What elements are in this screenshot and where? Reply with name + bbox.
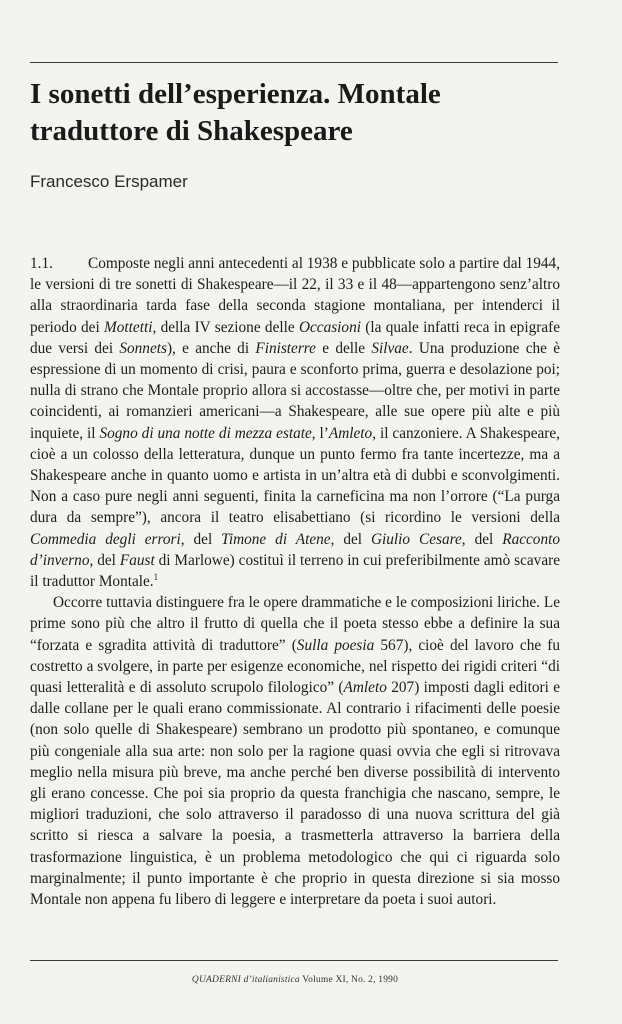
italic-title: Sogno di una notte di mezza estate — [99, 424, 312, 442]
paragraph-1 — [30, 253, 560, 592]
text-run: di Marlowe) costituì il terreno in cui preferibilmente amò scavare il traduttor Montale. — [30, 551, 560, 591]
text-run: , della IV sezione delle — [152, 318, 299, 336]
italic-title: Finisterre — [255, 339, 316, 357]
article-author: Francesco Erspamer — [30, 172, 188, 191]
text-run: 567), cioè del lavoro che fu costretto a svolgere, in parte per esigenze economiche, nel rispetto dei rigidi criteri “di quasi letteralità e di assoluto scrupolo filologico” ( — [30, 636, 560, 697]
bottom-rule — [30, 960, 558, 961]
text-run: Occorre tuttavia distinguere fra le opere drammatiche e le composizioni liriche. Le prime sono più che altro il frutto di quella che il poeta stesso ebbe a definire la sua “forzata e sgradita attività di traduttore” ( — [30, 594, 560, 654]
italic-title: Faust — [119, 551, 155, 569]
text-run: , del — [330, 530, 371, 548]
text-run: ), e anche di — [166, 339, 256, 357]
text-run: e delle — [315, 339, 372, 357]
italic-title: Commedia degli errori — [30, 530, 181, 548]
italic-title: Sulla poesia — [296, 636, 375, 654]
italic-title: Amleto — [328, 424, 373, 442]
italic-title: Sonnets — [119, 339, 167, 357]
italic-title: Timone di Atene — [221, 530, 331, 548]
journal-name: QUADERNI d’italianistica — [191, 975, 300, 985]
italic-title: Amleto — [343, 679, 387, 697]
text-run: . Una produzione che è espressione di un momento di crisi, paura e sconforto prima, guerra e desolazione poi; nulla di strano che Montale proprio allora si accostasse—oltre che, per motivi in parte coincidenti, ai romanzieri americani—a Shakespeare, alle sue opere più alte e più inquiete, il — [30, 339, 560, 442]
text-run: , l’ — [311, 424, 329, 442]
page-footer — [0, 975, 590, 985]
text-run: 207) imposti dagli editori e dalle collane per le quali erano commissionate. Al contrario i rifacimenti delle poesie (non solo quelle di Shakespeare) sembrano un prodotto più spontaneo, e comunque più congeniale alla sua arte: non solo per la ragione quasi ovvia che egli si ritrovava meglio nella misura più breve, ma anche perché ben diverse possibilità di intervento gli erano concesse. Che poi sia proprio da questa franchigia che nascano, sempre, le migliori traduzioni, che solo attraverso il paradosso di una nuova scrittura del già scritto si riesca a salvare la poesia, a trasmetterla attraverso la barriera della trasformazione linguistica, è un problema metodologico che qui ci riguarda solo marginalmente; il punto importante è che proprio in questa direzione si sia mosso Montale non appena fu libero di leggere e interpretare da poeta i suoi autori. — [30, 679, 560, 909]
text-run: , del — [180, 530, 222, 548]
text-run: , il canzoniere. A Shakespeare, cioè a un colosso della letteratura, dunque un punto fermo fra tante incertezze, ma a Shakespeare anche in quanto uomo e artista in un’altra età di dubbi e sconvolgimenti. Non a caso pure negli anni seguenti, finita la carneficina ma non l’orrore (“La purga dura da sempre”), ancora il teatro elisabettiano (si ricordino le versioni della — [30, 424, 560, 527]
footnote-marker[interactable]: 1 — [153, 571, 159, 582]
italic-title: Occasioni — [298, 318, 361, 336]
italic-title: Silvae — [371, 339, 409, 357]
text-run: , del — [461, 530, 503, 548]
paragraph-2 — [30, 592, 560, 910]
journal-issue: Volume XI, No. 2, 1990 — [302, 975, 399, 985]
article-body — [30, 253, 560, 910]
italic-title: Racconto d’inverno — [30, 530, 560, 569]
italic-title: Mottetti — [104, 318, 153, 336]
article-title: I sonetti dell’esperienza. Montale traduttore di Shakespeare — [30, 78, 441, 147]
text-run: , del — [89, 551, 120, 569]
text-run: Composte negli anni antecedenti al 1938 e pubblicate solo a partire dal 1944, le versioni di tre sonetti di Shakespeare—il 22, il 33 e il 48—appartengono senz’altro alla straordinaria tarda fase della seconda stagione montaliana, per intenderci il periodo dei — [30, 255, 560, 336]
text-run: (la quale infatti reca in epigrafe due versi dei — [30, 318, 560, 357]
section-number: 1.1. — [30, 255, 53, 272]
italic-title: Giulio Cesare — [370, 530, 462, 548]
top-rule — [30, 62, 558, 63]
